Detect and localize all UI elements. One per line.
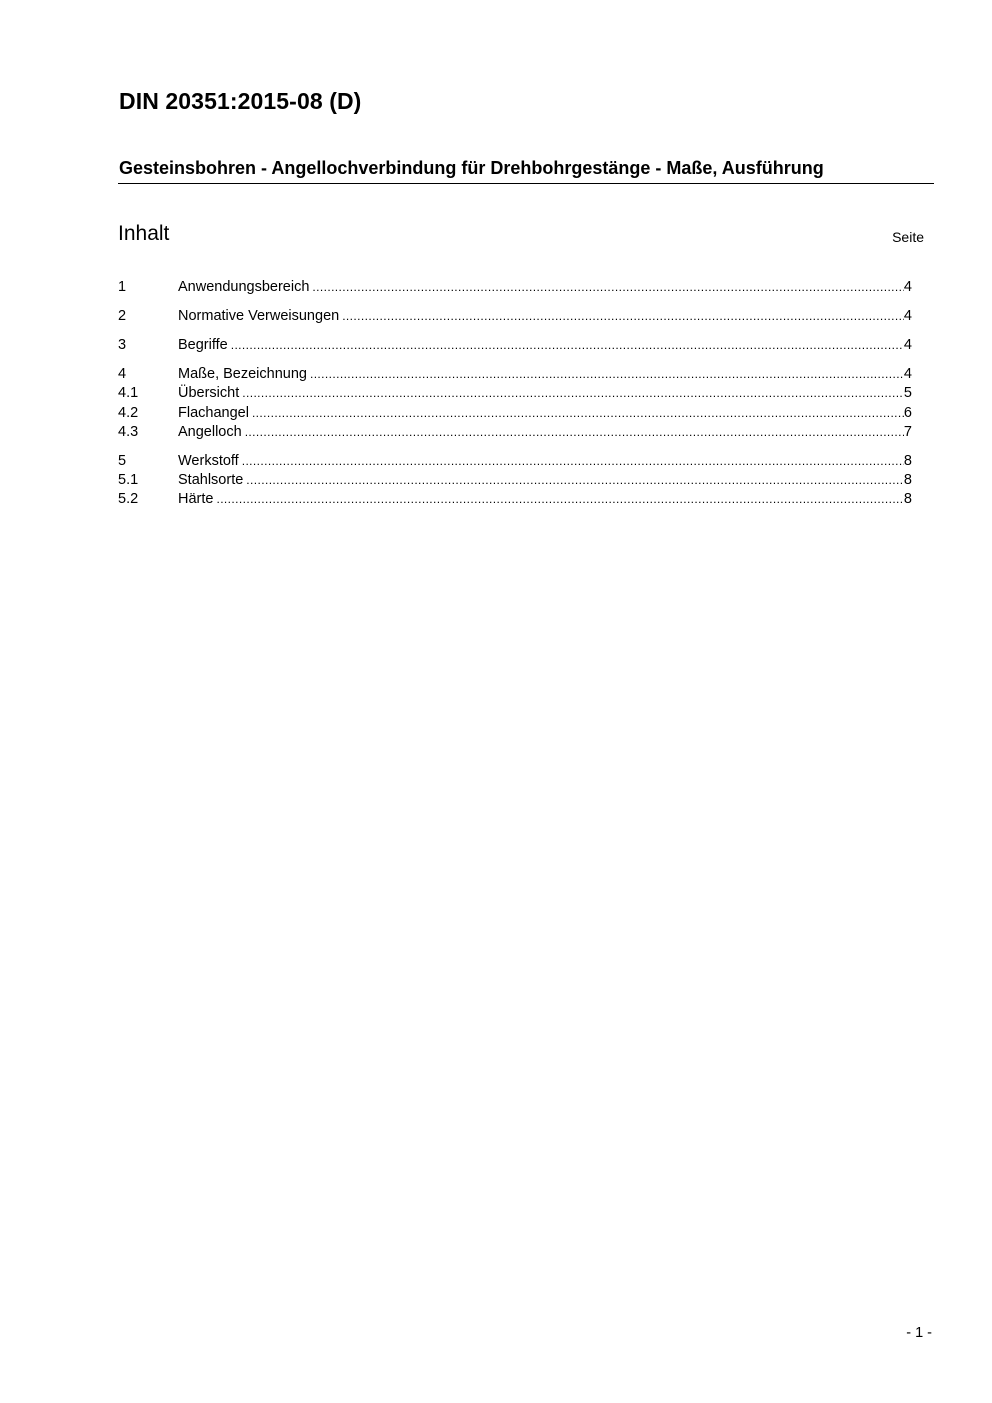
toc-entry-number: 5	[118, 453, 127, 469]
toc-dot-leader	[342, 307, 904, 326]
document-title: DIN 20351:2015-08 (D)	[119, 88, 362, 114]
toc-dot-leader	[252, 404, 904, 423]
toc-entry-page: 4	[903, 308, 912, 324]
toc-entry-title: Anwendungsbereich	[178, 279, 310, 295]
toc-entry-number: 4	[118, 366, 127, 382]
toc-entry-number: 4.3	[118, 424, 139, 440]
toc-entry-title: Härte	[178, 491, 214, 507]
toc-entry-page: 4	[903, 337, 912, 353]
toc-entry-number: 5.2	[118, 491, 139, 507]
toc-entry[interactable]	[118, 423, 912, 442]
toc-entry-title: Flachangel	[178, 405, 249, 421]
toc-entry-number: 1	[118, 279, 127, 295]
toc-heading: Inhalt	[118, 222, 170, 245]
toc-dot-leader	[242, 452, 904, 471]
toc-entry-title: Übersicht	[178, 385, 240, 401]
toc-entry[interactable]	[118, 336, 912, 355]
toc-dot-leader	[231, 336, 904, 355]
toc-entry[interactable]	[118, 404, 912, 423]
toc-entry-title: Werkstoff	[178, 453, 239, 469]
toc-entry[interactable]	[118, 471, 912, 490]
toc-dot-leader	[245, 423, 904, 442]
toc-entry-page: 8	[903, 453, 912, 469]
toc-entry[interactable]	[118, 452, 912, 471]
table-of-contents	[118, 0, 912, 600]
toc-entry-number: 4.1	[118, 385, 139, 401]
toc-entry[interactable]	[118, 307, 912, 326]
footer-page-number: - 1 -	[906, 1325, 932, 1341]
toc-entry-title: Normative Verweisungen	[178, 308, 340, 324]
toc-entry-title: Begriffe	[178, 337, 228, 353]
toc-entry-page: 8	[903, 491, 912, 507]
toc-page-column-label: Seite	[892, 229, 924, 245]
toc-entry-number: 5.1	[118, 472, 139, 488]
toc-dot-leader	[246, 471, 904, 490]
toc-dot-leader	[216, 490, 903, 509]
toc-entry-page: 8	[903, 472, 912, 488]
toc-dot-leader	[312, 278, 904, 297]
toc-entry-page: 4	[903, 366, 912, 382]
toc-dot-leader	[242, 384, 904, 403]
toc-entry-title: Stahlsorte	[178, 472, 244, 488]
toc-entry-number: 3	[118, 337, 127, 353]
toc-entry[interactable]	[118, 365, 912, 384]
toc-entry-page: 7	[903, 424, 912, 440]
toc-entry-page: 4	[903, 279, 912, 295]
toc-entry-page: 5	[903, 385, 912, 401]
toc-entry-title: Maße, Bezeichnung	[178, 366, 307, 382]
toc-entry-page: 6	[903, 405, 912, 421]
toc-entry-number: 2	[118, 308, 127, 324]
document-subtitle: Gesteinsbohren - Angellochverbindung für Drehbohrgestänge - Maße, Ausführung	[119, 158, 824, 178]
toc-entry[interactable]	[118, 490, 912, 509]
toc-entry-title: Angelloch	[178, 424, 242, 440]
toc-entry-number: 4.2	[118, 405, 139, 421]
toc-dot-leader	[310, 365, 904, 384]
toc-entry[interactable]	[118, 278, 912, 297]
toc-entry[interactable]	[118, 384, 912, 403]
